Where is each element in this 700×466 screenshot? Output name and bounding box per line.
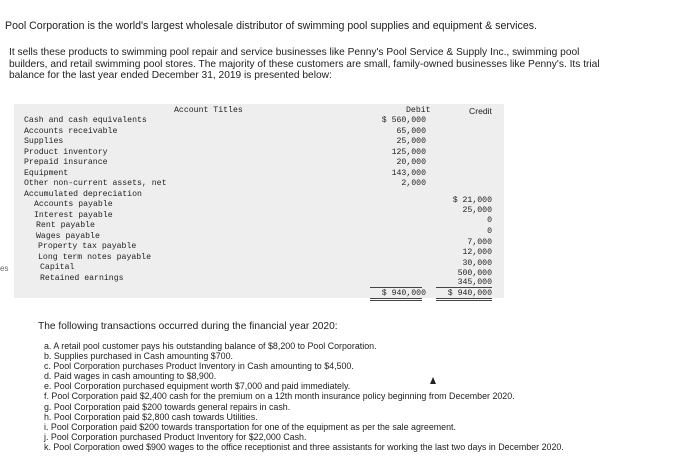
account-name: Equipment xyxy=(24,168,69,178)
credit-value: 25,000 xyxy=(462,206,492,215)
account-name: Accounts receivable xyxy=(24,126,118,136)
transactions-heading: The following transactions occurred during the financial year 2020: xyxy=(38,321,338,332)
list-item: a. A retail pool customer pays his outstanding balance of $8,200 to Pool Corporation. xyxy=(44,341,377,351)
debit-value: 2,000 xyxy=(401,179,426,188)
account-titles-header: Account Titles xyxy=(174,106,243,115)
credit-total-rule xyxy=(436,287,492,288)
credit-header: Credit xyxy=(469,106,492,116)
account-name: Supplies xyxy=(24,137,64,146)
account-name: Accumulated depreciation xyxy=(24,189,142,199)
account-name: Accounts payable xyxy=(34,200,113,209)
account-name: Rent payable xyxy=(36,221,95,230)
account-name: Product inventory xyxy=(24,147,108,157)
debit-total-rule xyxy=(370,287,422,288)
list-item: d. Paid wages in cash amounting to $8,900. xyxy=(44,371,217,382)
credit-value: 500,000 xyxy=(457,269,492,278)
debit-value: 25,000 xyxy=(396,137,426,146)
list-item: b. Supplies purchased in Cash amounting $700. xyxy=(44,351,233,362)
debit-value: 125,000 xyxy=(391,147,426,157)
list-item: i. Pool Corporation paid $200 towards transportation for one of the equipment as per the sale agreement. xyxy=(44,421,456,432)
account-name: Cash and cash equivalents xyxy=(24,116,147,125)
credit-value: 0 xyxy=(487,227,492,236)
credit-value: 30,000 xyxy=(462,258,492,268)
account-name: Property tax payable xyxy=(38,242,137,251)
list-item: e. Pool Corporation purchased equipment worth $7,000 and paid immediately. xyxy=(44,381,351,392)
account-name: Prepaid insurance xyxy=(24,158,108,167)
list-item: f. Pool Corporation paid $2,400 cash for the premium on a 12th month insurance policy beginning from December 2020. xyxy=(44,391,515,402)
list-item: g. Pool Corporation paid $200 towards general repairs in cash. xyxy=(44,401,291,412)
intro-paragraph: Pool Corporation is the world's largest wholesale distributor of swimming pool supplies and equipment & services. xyxy=(5,20,537,32)
mouse-cursor-icon xyxy=(430,377,436,384)
credit-double-rule xyxy=(436,298,492,301)
debit-value: $ 560,000 xyxy=(381,116,426,125)
debit-value: 143,000 xyxy=(391,168,426,178)
account-name: Capital xyxy=(40,263,75,272)
account-name: Long term notes payable xyxy=(38,252,152,262)
description-line: builders, and retail swimming pool stores. The majority of these customers are small, family-owned businesses like Penny's. Its trial xyxy=(9,58,600,70)
trial-balance-table xyxy=(14,104,504,298)
credit-total: $ 940,000 xyxy=(447,289,492,298)
account-name: Retained earnings xyxy=(40,273,124,283)
trial-balance-image xyxy=(14,104,504,298)
debit-value: 20,000 xyxy=(396,158,426,167)
credit-value: 7,000 xyxy=(467,237,492,247)
debit-value: 65,000 xyxy=(396,126,426,136)
debit-total: $ 940,000 xyxy=(381,289,426,298)
list-item: k. Pool Corporation owed $900 wages to the office receptionist and three assistants for working the last two days in December 2020. xyxy=(44,441,564,452)
debit-header: Debit xyxy=(406,106,431,115)
credit-value: 12,000 xyxy=(462,248,492,257)
list-item: c. Pool Corporation purchases Product Inventory in Cash amounting to $4,500. xyxy=(44,361,354,372)
description-line: It sells these products to swimming pool repair and service businesses like Penny's Pool Service & Supply Inc., swimming pool xyxy=(9,47,580,58)
account-name: Other non-current assets, net xyxy=(24,179,167,188)
margin-mark: es xyxy=(0,264,9,273)
account-name: Interest payable xyxy=(34,210,113,220)
account-name: Wages payable xyxy=(36,231,100,241)
transactions-list xyxy=(44,341,564,452)
description-paragraph xyxy=(9,47,699,82)
list-item: j. Pool Corporation purchased Product Inventory for $22,000 Cash. xyxy=(44,431,307,442)
description-line: balance for the last year ended December 31, 2019 is presented below: xyxy=(9,70,332,82)
list-item: h. Pool Corporation paid $2,800 cash towards Utilities. xyxy=(44,411,258,422)
credit-value: 0 xyxy=(487,216,492,225)
credit-value: 345,000 xyxy=(457,278,492,287)
debit-double-rule xyxy=(370,298,422,301)
credit-value: $ 21,000 xyxy=(452,196,492,205)
